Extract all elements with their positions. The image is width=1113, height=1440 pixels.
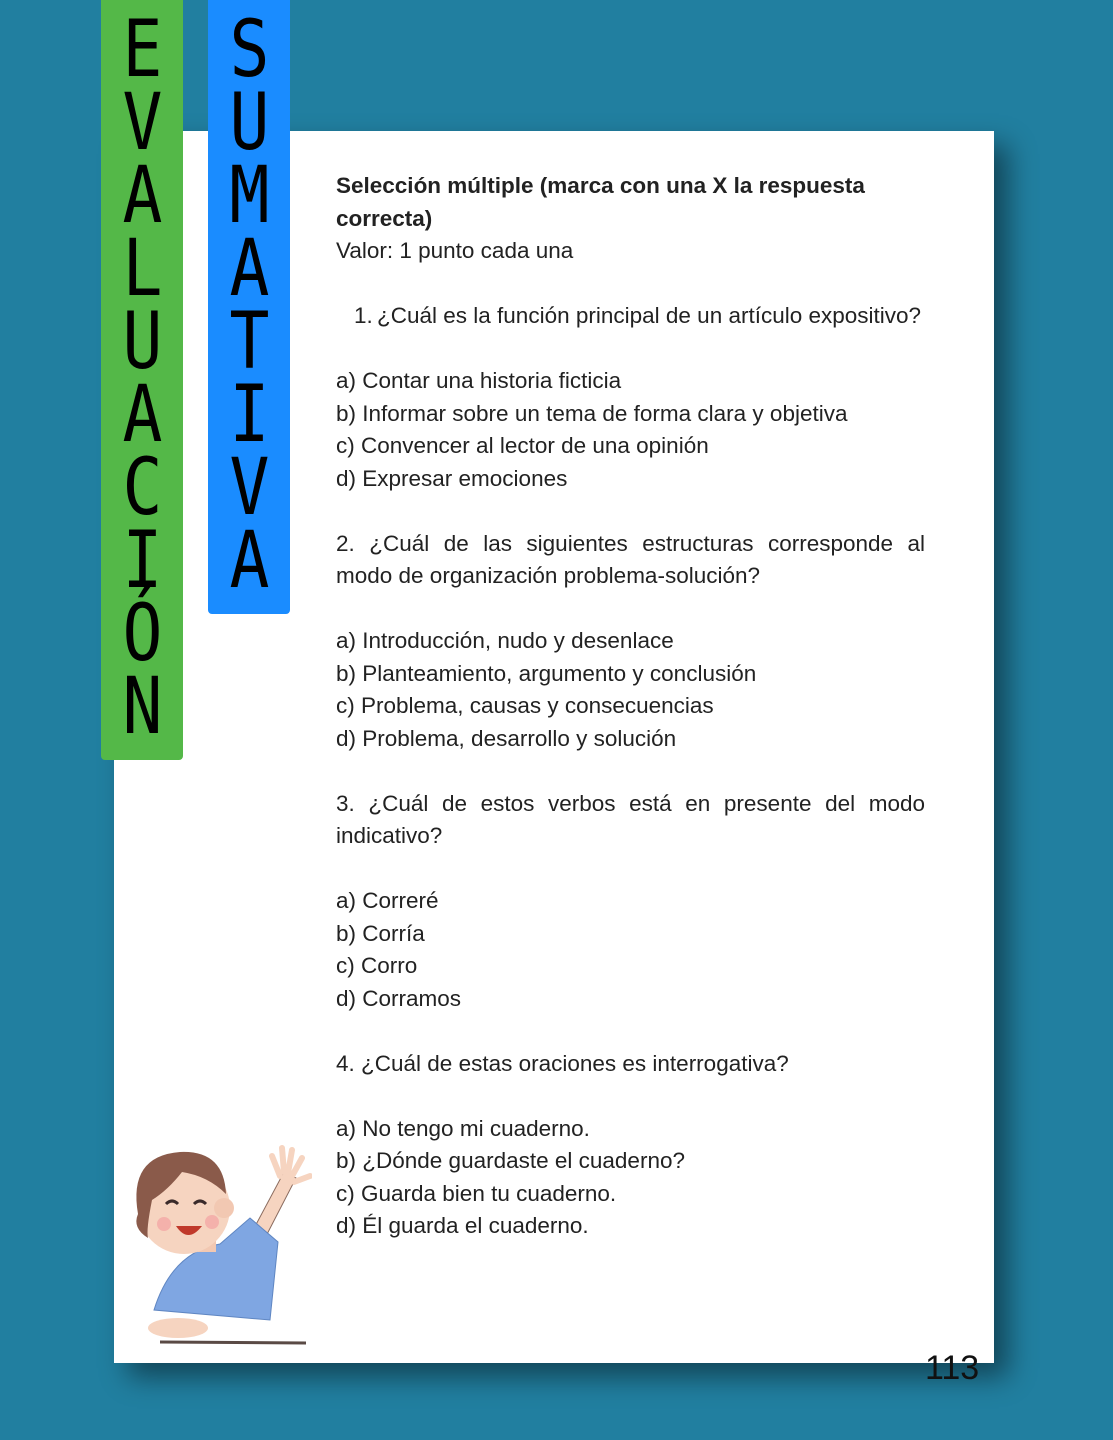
option-a[interactable]: a) Contar una historia ficticia xyxy=(336,368,622,393)
question-text: ¿Cuál es la función principal de un artículo expositivo? xyxy=(377,303,922,328)
question-4: 4. ¿Cuál de estas oraciones es interrogativa? xyxy=(336,1050,789,1076)
banner-letter: V xyxy=(229,443,269,533)
quiz-content xyxy=(336,170,925,1243)
question-1 xyxy=(336,300,925,333)
options-4 xyxy=(336,1113,925,1243)
banner-letter: T xyxy=(229,297,269,387)
page-number: 113 xyxy=(925,1349,980,1387)
banner-letter: I xyxy=(122,516,162,606)
banner-letter: L xyxy=(122,224,162,314)
quiz-value: Valor: 1 punto cada una xyxy=(336,238,574,263)
option-d[interactable]: d) Expresar emociones xyxy=(336,465,568,491)
question-number: 1. xyxy=(354,303,373,328)
option-a[interactable]: a) Correré xyxy=(336,888,439,913)
option-c[interactable]: c) Problema, causas y consecuencias xyxy=(336,693,714,718)
evaluacion-banner xyxy=(101,0,183,760)
options-3 xyxy=(336,885,925,1015)
option-c[interactable]: c) Corro xyxy=(336,953,418,978)
banner-letter: A xyxy=(229,224,269,314)
option-b[interactable]: b) Planteamiento, argumento y conclusión xyxy=(336,660,757,686)
banner-letter: E xyxy=(122,5,162,95)
banner-letter: V xyxy=(122,78,162,168)
banner-letter: N xyxy=(122,662,162,752)
options-2 xyxy=(336,625,925,755)
option-d[interactable]: d) Problema, desarrollo y solución xyxy=(336,725,677,751)
option-b[interactable]: b) Informar sobre un tema de forma clara y objetiva xyxy=(336,400,848,426)
option-b[interactable]: b) ¿Dónde guardaste el cuaderno? xyxy=(336,1148,685,1173)
sumativa-banner xyxy=(208,0,290,614)
banner-letter: I xyxy=(229,370,269,460)
option-c[interactable]: c) Convencer al lector de una opinión xyxy=(336,433,709,458)
banner-letter: Ó xyxy=(122,589,162,679)
waving-child-icon xyxy=(112,1142,312,1352)
quiz-title: Selección múltiple (marca con una X la respuesta correcta) xyxy=(336,173,865,231)
options-1 xyxy=(336,365,925,495)
option-a[interactable]: a) Introducción, nudo y desenlace xyxy=(336,628,674,653)
banner-letter: M xyxy=(229,151,269,241)
question-3: 3. ¿Cuál de estos verbos está en presente del modo indicativo? xyxy=(336,790,925,848)
banner-letter: C xyxy=(122,443,162,533)
banner-letter: A xyxy=(122,370,162,460)
question-2: 2. ¿Cuál de las siguientes estructuras corresponde al modo de organización problema-solución? xyxy=(336,530,925,588)
option-d[interactable]: d) Corramos xyxy=(336,985,462,1011)
option-c[interactable]: c) Guarda bien tu cuaderno. xyxy=(336,1180,617,1206)
option-a[interactable]: a) No tengo mi cuaderno. xyxy=(336,1115,590,1141)
option-d[interactable]: d) Él guarda el cuaderno. xyxy=(336,1213,589,1238)
banner-letter: U xyxy=(229,78,269,168)
banner-letter: U xyxy=(122,297,162,387)
banner-letter: S xyxy=(229,5,269,95)
banner-letter: A xyxy=(229,516,269,606)
banner-letter: A xyxy=(122,151,162,241)
option-b[interactable]: b) Corría xyxy=(336,920,425,946)
